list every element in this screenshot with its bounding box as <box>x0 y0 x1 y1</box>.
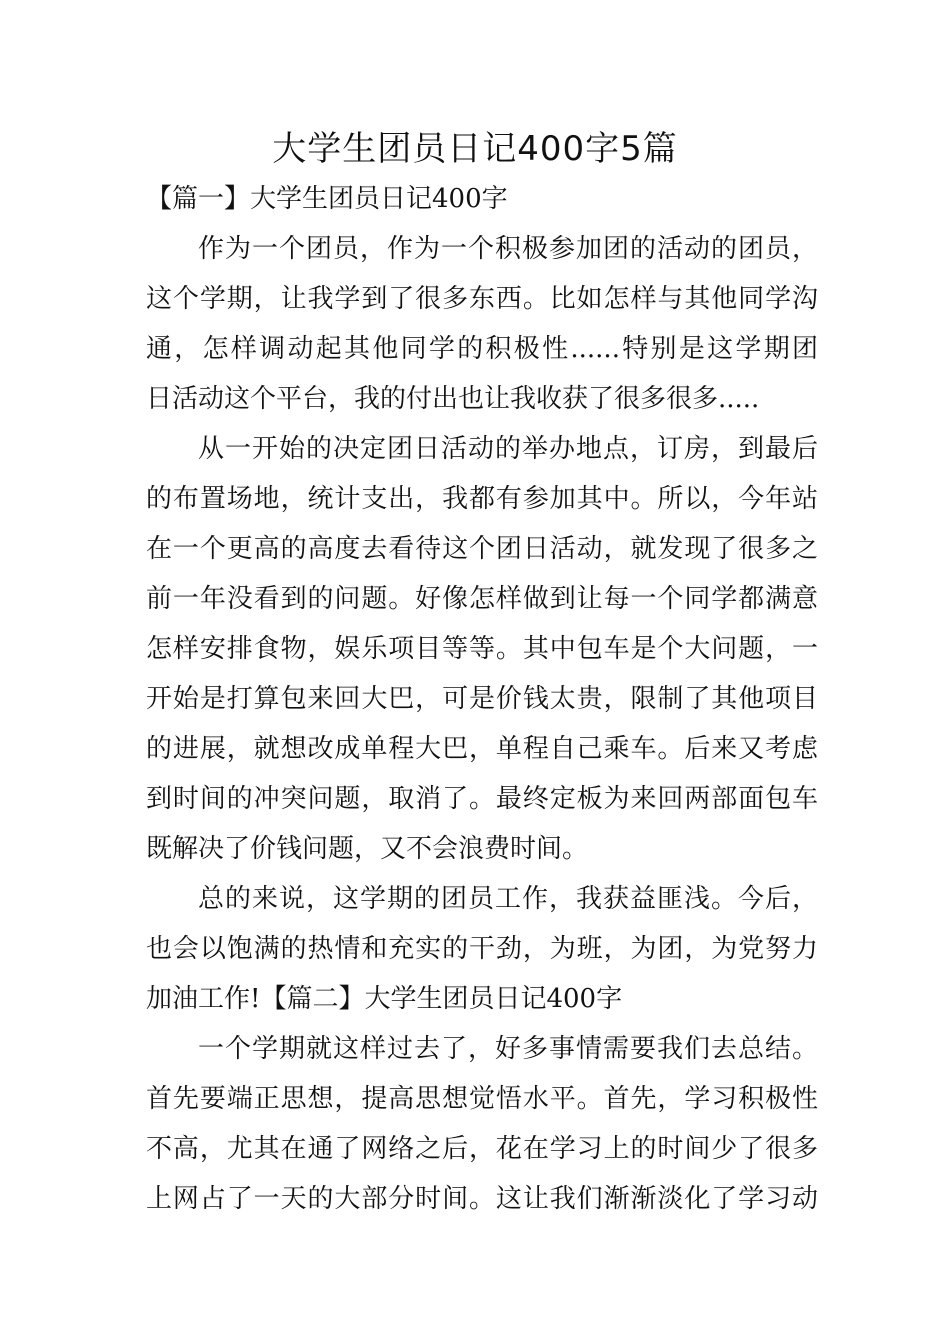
paragraph-line: 到时间的冲突问题，取消了。最终定板为来回两部面包车 <box>146 784 818 814</box>
paragraph-line: 通，怎样调动起其他同学的积极性......特别是这学期团 <box>146 334 818 364</box>
paragraph-line: 也会以饱满的热情和充实的干劲，为班，为团，为党努力 <box>146 934 818 964</box>
paragraph-line: 不高，尤其在通了网络之后，花在学习上的时间少了很多 <box>146 1134 818 1164</box>
paragraph-line: 一个学期就这样过去了，好多事情需要我们去总结。 <box>198 1034 818 1064</box>
paragraph-line: 作为一个团员，作为一个积极参加团的活动的团员， <box>198 234 818 264</box>
paragraph-line: 怎样安排食物，娱乐项目等等。其中包车是个大问题，一 <box>146 634 818 664</box>
paragraph-line: 前一年没看到的问题。好像怎样做到让每一个同学都满意 <box>146 584 818 614</box>
paragraph-line: 从一开始的决定团日活动的举办地点，订房，到最后 <box>198 434 818 464</box>
section-heading-1: 【篇一】大学生团员日记400字 <box>146 184 508 214</box>
paragraph-line: 上网占了一天的大部分时间。这让我们渐渐淡化了学习动 <box>146 1184 818 1214</box>
paragraph-line: 的布置场地，统计支出，我都有参加其中。所以，今年站 <box>146 484 818 514</box>
document-title: 大学生团员日记400字5篇 <box>272 129 678 169</box>
paragraph-line: 加油工作!【篇二】大学生团员日记400字 <box>146 984 623 1014</box>
paragraph-line: 在一个更高的高度去看待这个团日活动，就发现了很多之 <box>146 534 818 564</box>
paragraph-line: 的进展，就想改成单程大巴，单程自己乘车。后来又考虑 <box>146 734 818 764</box>
paragraph-line: 日活动这个平台，我的付出也让我收获了很多很多..... <box>146 384 760 414</box>
paragraph-line: 开始是打算包来回大巴，可是价钱太贵，限制了其他项目 <box>146 684 818 714</box>
paragraph-line: 总的来说，这学期的团员工作，我获益匪浅。今后， <box>198 884 818 914</box>
paragraph-line: 这个学期，让我学到了很多东西。比如怎样与其他同学沟 <box>146 284 818 314</box>
paragraph-line: 既解决了价钱问题，又不会浪费时间。 <box>146 834 589 864</box>
paragraph-line: 首先要端正思想，提高思想觉悟水平。首先，学习积极性 <box>146 1084 818 1114</box>
